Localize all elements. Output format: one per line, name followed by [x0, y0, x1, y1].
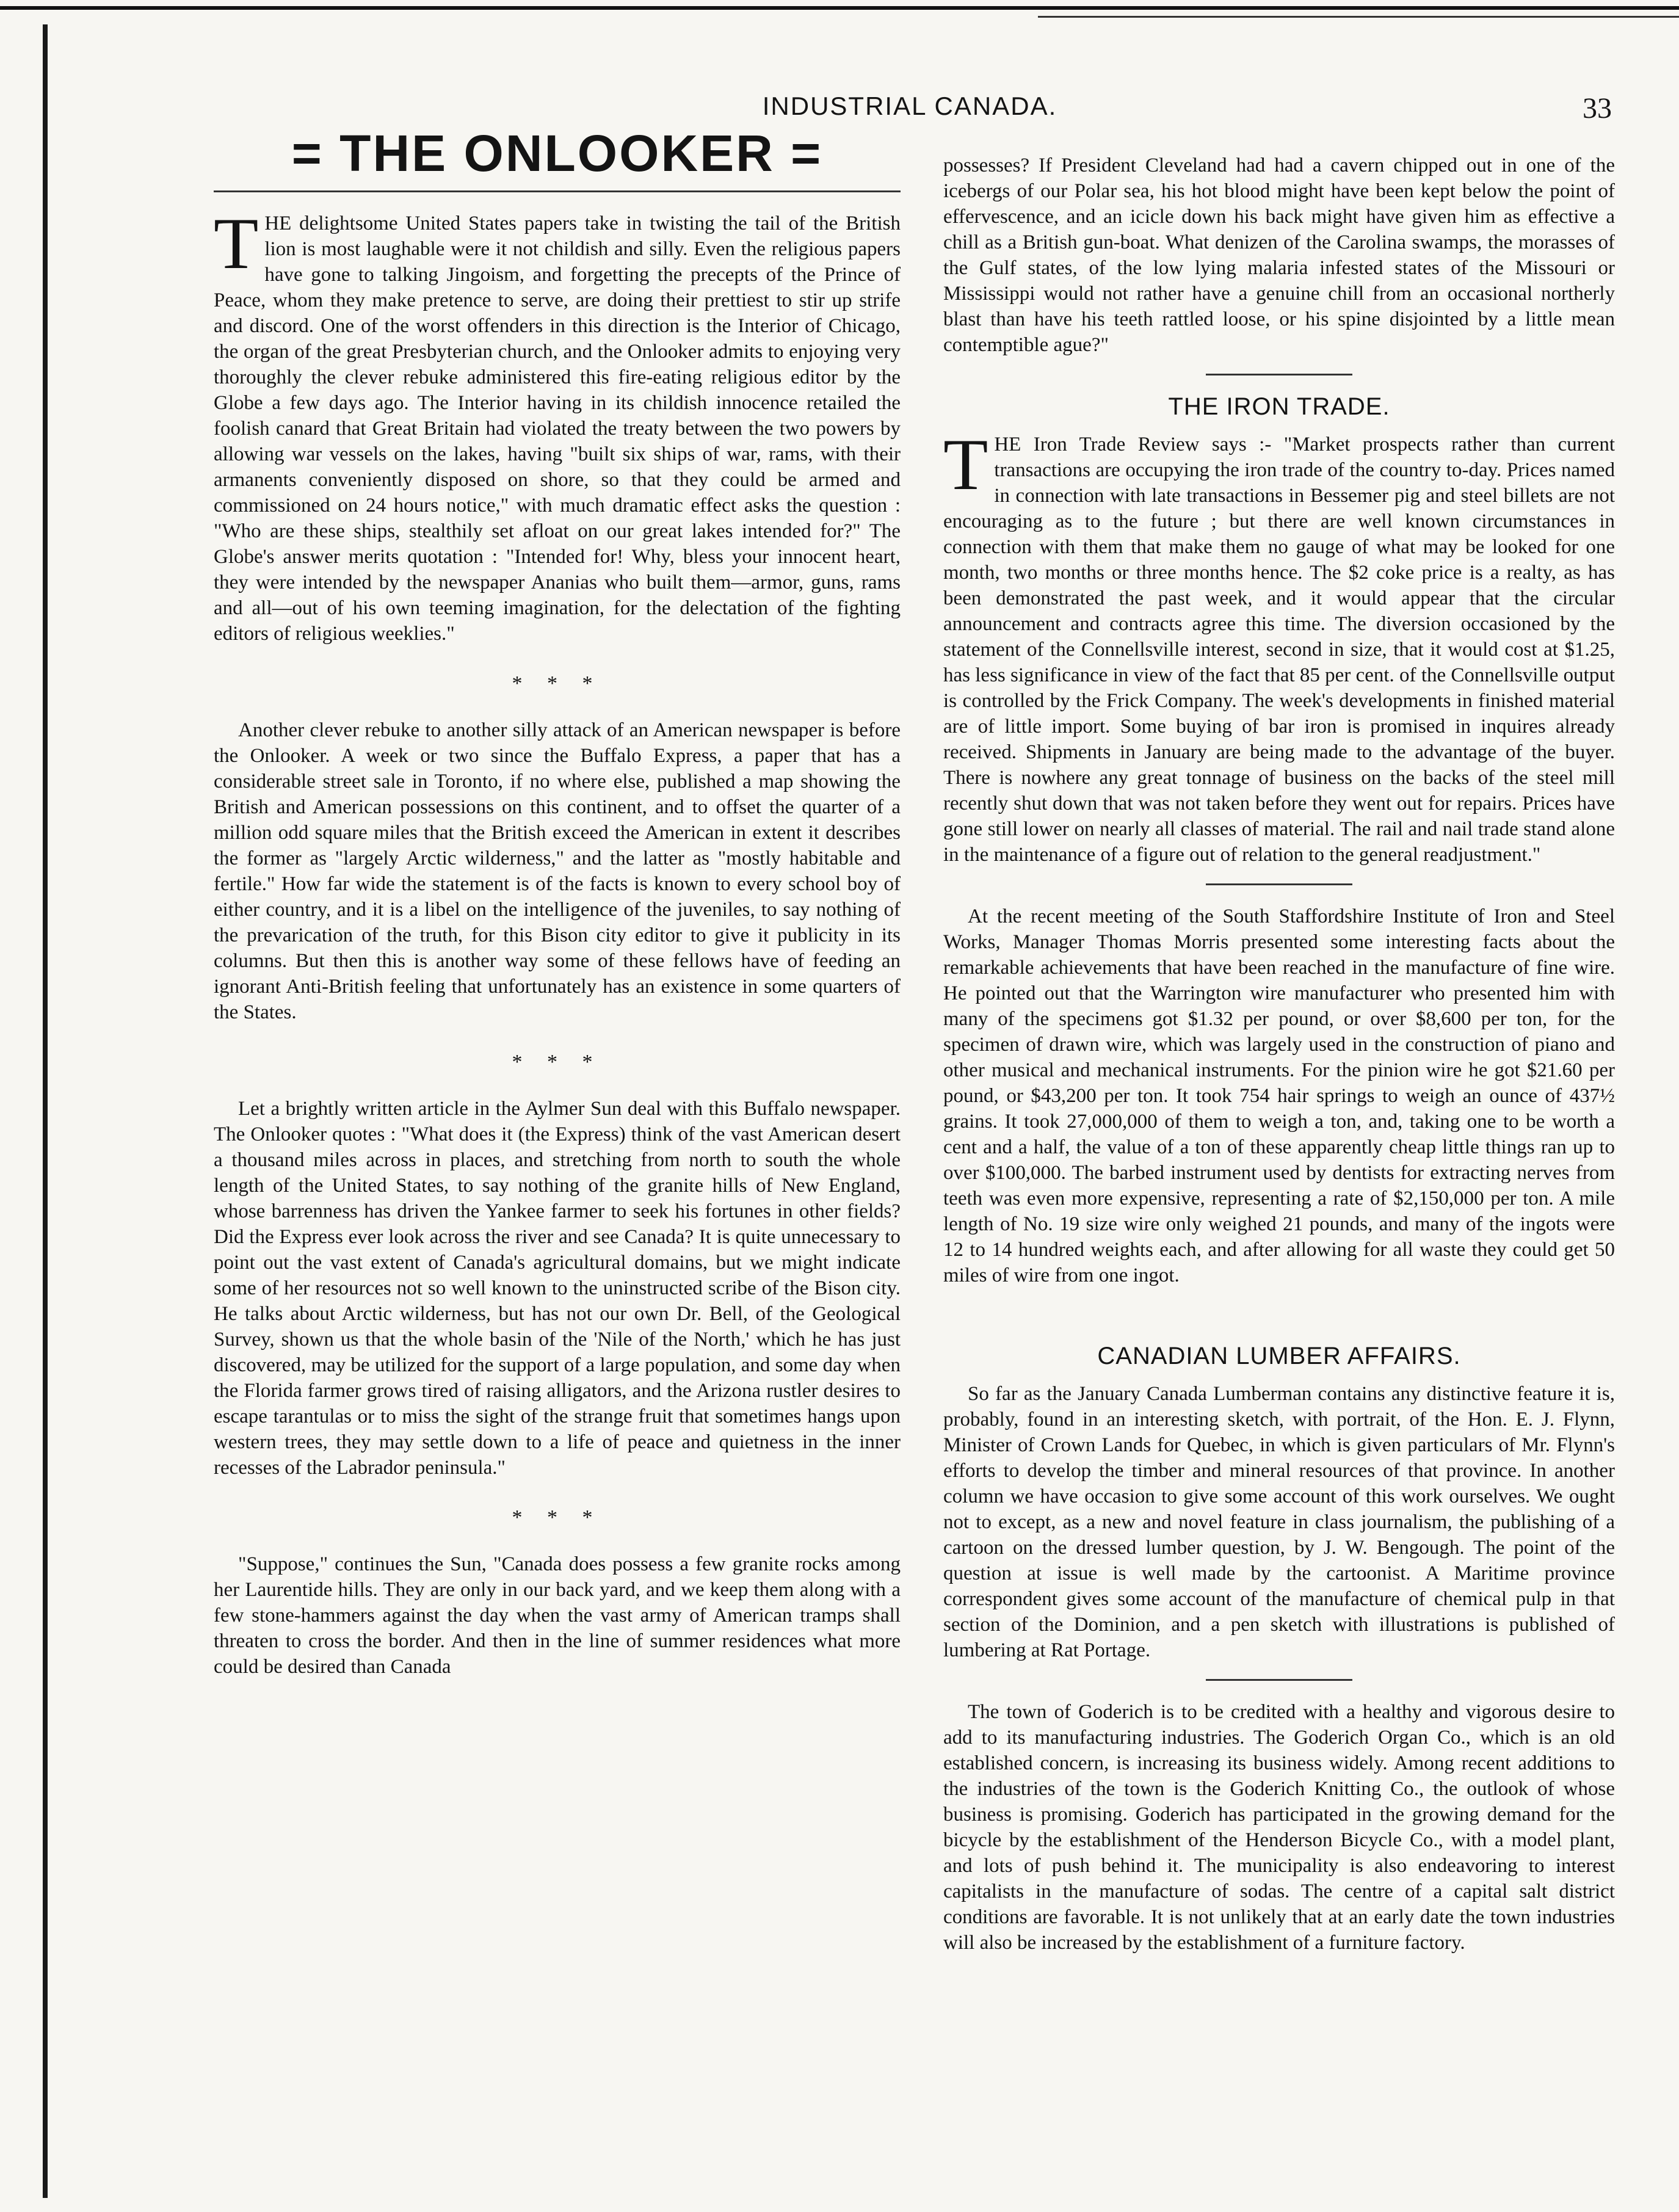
journal-title: INDUSTRIAL CANADA. — [762, 92, 1057, 120]
top-border-rule — [0, 6, 1679, 10]
lumber-paragraph-1: So far as the January Canada Lumberman contains any distinctive feature it is, probably, found in an interesting sketch, with portrait, of the Hon. E. J. Flynn, Minister of Crown Lands for Quebec, in which is given particulars of Mr. Flynn's efforts to develop the timber and mineral resources of that province. In another column we have occasion to give some account of this work ourselves. We ought not to except, as a new and novel feature in class journalism, the publishing of a cartoon on the dressed lumber question, by J. W. Bengough. The point of the question at issue is well made by the cartoonist. A Maritime province correspondent gives some account of the manufacture of chemical pulp in that section of the Dominion, and a pen sketch with illustrations is published of lumbering at Rat Portage. — [943, 1383, 1615, 1661]
page-number: 33 — [1583, 92, 1612, 125]
binding-edge — [43, 24, 48, 2198]
onlooker-paragraph-1 — [214, 203, 901, 647]
top-border-rule-secondary — [1038, 16, 1679, 18]
right-column — [943, 153, 1615, 1964]
onlooker-paragraph-3: Let a brightly written article in the Aylmer Sun deal with this Buffalo newspaper. The Onlooker quotes : "What does it (the Express) think of the vast American desert a thousand miles across in places, and stretching from north to south the whole length of the United States, to say nothing of the granite hills of New England, whose barrenness has driven the Yankee farmer to seek his fortunes in other fields? Did the Express ever look across the river and see Canada? It is quite unnecessary to point out the vast extent of Canada's agricultural domains, but we might indicate some of her resources not so well known to the uninstructed scribe of the Bison city. He talks about Arctic wilderness, but has not our own Dr. Bell, of the Geological Survey, shown us that the whole basin of the 'Nile of the North,' which he has just discovered, may be utilized for the support of a large population, and some day when the Florida farmer grows tired of raising alligators, and the Arizona rustler desires to escape tarantulas or to miss the sight of the strange fruit that sometimes hangs upon western trees, they may settle down to a life of peace and quietness in the inner recesses of the Labrador peninsula." — [214, 1098, 901, 1479]
onlooker-paragraph-4: "Suppose," continues the Sun, "Canada does possess a few granite rocks among her Laurentide hills. They are only in our back yard, and we keep them along with a few stone-hammers against the day when the vast army of American tramps shall threaten to cross the border. And then in the line of summer residences what more could be desired than Canada — [214, 1553, 901, 1678]
iron-trade-paragraph-1-text: HE Iron Trade Review says :- "Market prospects rather than current transactions are occupying the iron trade of the country to-day. Prices named in connection with late transactions in Bessemer pig and steel billets are not encouraging as to the future ; but there are well known circumstances in connection with them that make them no gauge of what may be looked for one month, two months or three months hence. The $2 coke price is a realty, as has been demonstrated the past week, and it would appear that the circular announcement and contracts agree this time. The diversion occasioned by the statement of the Connellsville interest, second in size, that it would cost at $1.25, has less significance in view of the fact that 85 per cent. of the Connellsville output is controlled by the Frick Company. The week's developments in finished material are of little import. Some buying of bar iron is promised in inquires already received. Shipments in January are being made to the advantage of the buyer. There is nowhere any great tonnage of business on the backs of the steel mill recently shut down that was not taken before they went out for repairs. Prices have gone still lower on nearly all classes of material. The rail and nail trade stand alone in the maintenance of a figure out of relation to the general readjustment." — [943, 433, 1615, 866]
lumber-heading: CANADIAN LUMBER AFFAIRS. — [1097, 1343, 1461, 1369]
onlooker-paragraph-1-text: HE delightsome United States papers take in twisting the tail of the British lion is most laughable were it not childish and silly. Even the religious papers have gone to talking Jingoism, and forgetting the precepts of the Prince of Peace, whom they make pretence to serve, are doing their prettiest to stir up strife and discord. One of the worst offenders in this direction is the Interior of Chicago, the organ of the great Presbyterian church, and the Onlooker admits to enjoying very thoroughly the clever rebuke administered this fire-eating religious editor by the Globe a few days ago. The Interior having in its childish innocence retailed the foolish canard that Great Britain had violated the treaty between the two powers by allowing war vessels on the lakes, having "built six ships of war, rams, with their armanents conveniently disposed on shore, so that they could be armed and commissioned on 24 hours notice," with much dramatic effect asks the question : "Who are these ships, stealthily set afloat on our great lakes intended for?" The Globe's answer merits quotation : "Intended for! Why, bless your innocent heart, they were intended by the newspaper Ananias who built them—armor, guns, rams and all—out of his own teeming imagination, for the delectation of the fighting editors of religious weeklies." — [214, 212, 901, 645]
section-rule — [1206, 883, 1352, 885]
title-rule — [214, 190, 901, 192]
iron-trade-paragraph-2: At the recent meeting of the South Staffordshire Institute of Iron and Steel Works, Manager Thomas Morris presented some interesting facts about the remarkable achievements that have been reached in the manufacture of fine wire. He pointed out that the Warrington wire manufacturer who presented him with many of the specimens got $1.32 per pound, or over $8,600 per ton, for the specimen of drawn wire, which was largely used in the construction of piano and other musical and mechanical instruments. For the pinion wire he got $21.60 per pound, or $43,200 per ton. It took 754 hair springs to weigh an ounce of 437½ grains. It took 27,000,000 of them to weigh a ton, and, taking one to be worth a cent and a half, the value of a ton of these apparently cheap little things ran up to over $100,000. The barbed instrument used by dentists for extracting nerves from teeth was even more expensive, representing a rate of $2,150,000 per ton. A mile length of No. 19 size wire only weighed 21 pounds, and many of the ingots were 12 to 14 hundred weights each, and after allowing for all waste they could get 50 miles of wire from one ingot. — [943, 905, 1615, 1286]
left-column — [214, 125, 901, 1688]
section-divider-stars: * * * — [512, 1051, 603, 1073]
drop-cap: T — [214, 203, 259, 284]
iron-trade-paragraph-1 — [943, 424, 1615, 868]
section-rule — [1206, 374, 1352, 375]
drop-cap: T — [943, 424, 988, 505]
section-rule — [1206, 1679, 1352, 1681]
iron-trade-heading: THE IRON TRADE. — [1168, 393, 1390, 420]
lumber-paragraph-2: The town of Goderich is to be credited with a healthy and vigorous desire to add to its manufacturing industries. The Goderich Organ Co., which is an old established concern, is increasing its business widely. Among recent additions to the industries of the town is the Goderich Knitting Co., the outlook of whose business is promising. Goderich has participated in the growing demand for the bicycle by the establishment of the Henderson Bicycle Co., with a model plant, and lots of push behind it. The municipality is also endeavoring to interest capitalists in the manufacture of sodas. The centre of a capital salt district conditions are favorable. It is not unlikely that at an early date the town industries will also be increased by the establishment of a furniture factory. — [943, 1701, 1615, 1954]
article-title: = THE ONLOOKER = — [291, 125, 823, 182]
section-divider-stars: * * * — [512, 1506, 603, 1529]
onlooker-paragraph-2: Another clever rebuke to another silly attack of an American newspaper is before the Onlooker. A week or two since the Buffalo Express, a paper that has a considerable street sale in Toronto, if no where else, published a map showing the British and American possessions on this continent, and to offset the quarter of a million odd square miles that the British exceed the American in extent it describes the former as "largely Arctic wilderness," and the latter as "mostly habitable and fertile." How far wide the statement is of the facts is known to every school boy of either country, and it is a libel on the intelligence of the juveniles, to say nothing of the prevarication of the truth, for this Bison city editor to give it publicity in its columns. But then this is another way some of these fellows have of feeding an ignorant Anti-British feeling that unfortunately has an existence in some quarters of the States. — [214, 719, 901, 1023]
section-divider-stars: * * * — [512, 672, 603, 695]
onlooker-paragraph-5: possesses? If President Cleveland had had a cavern chipped out in one of the icebergs of our Polar sea, his hot blood might have been kept below the point of effervescence, and an icicle down his back might have given him as effective a chill as a British gun-boat. What denizen of the Carolina swamps, the morasses of the Gulf states, of the low lying malaria infested states of the Missouri or Mississippi would not rather have a genuine chill from an occasional northerly blast than have his teeth rattled loose, or his spine disjointed by a little mean contemptible ague?" — [943, 154, 1615, 356]
